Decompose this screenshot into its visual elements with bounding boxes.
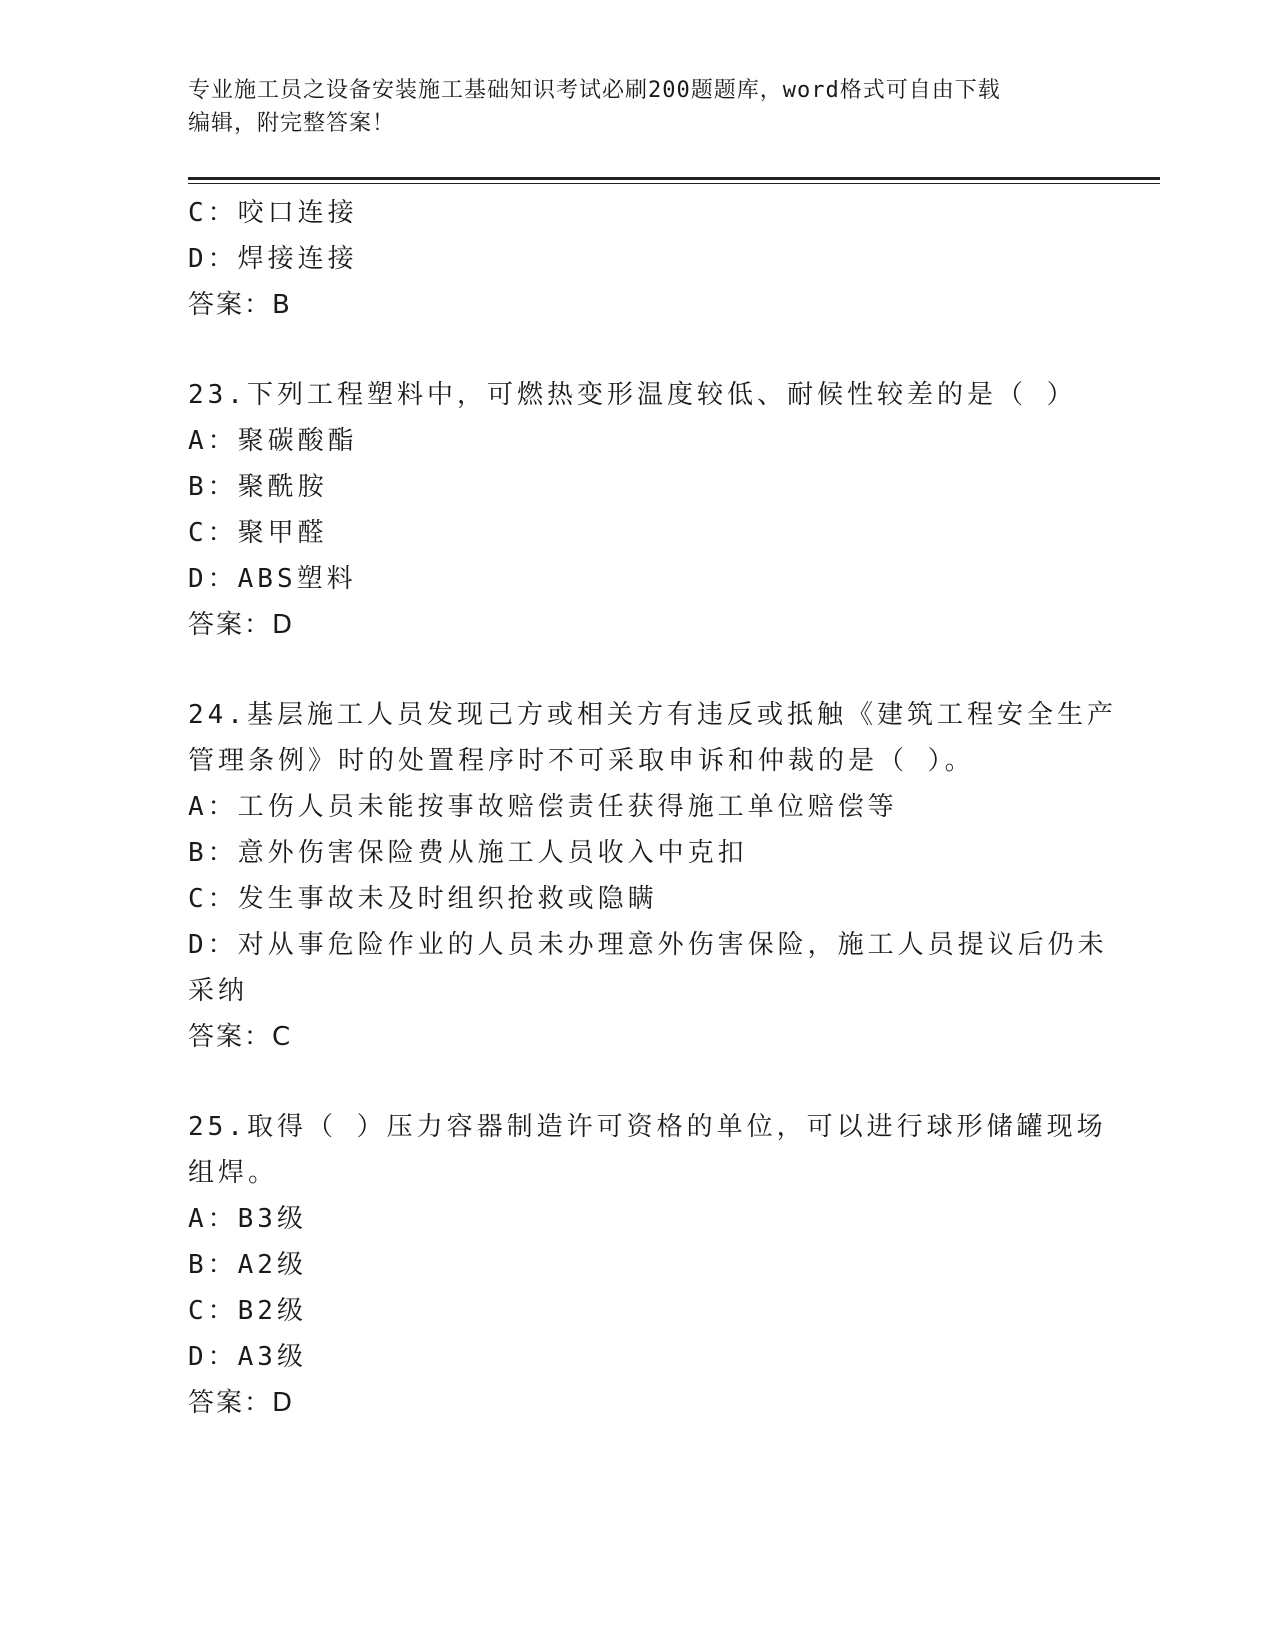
option-line: C：聚甲醛 [188, 518, 328, 548]
option-line: A：B3级 [188, 1204, 307, 1234]
answer-line: 答案：B [188, 290, 292, 320]
option-line: C：发生事故未及时组织抢救或隐瞒 [188, 884, 658, 914]
question-stem: 管理条例》时的处置程序时不可采取申诉和仲裁的是（ ）。 [188, 746, 975, 776]
question-block-24 [188, 692, 1117, 1060]
question-stem: 24.基层施工人员发现己方或相关方有违反或抵触《建筑工程安全生产 [188, 700, 1117, 730]
option-line: 采纳 [188, 976, 249, 1006]
option-line: A：聚碳酸酯 [188, 426, 358, 456]
question-stem: 23.下列工程塑料中，可燃热变形温度较低、耐候性较差的是（ ） [188, 380, 1077, 410]
option-line: D：对从事危险作业的人员未办理意外伤害保险，施工人员提议后仍未 [188, 930, 1108, 960]
answer-line: 答案：C [188, 1022, 293, 1052]
header-line: 编辑，附完整答案！ [188, 111, 396, 136]
question-block-25 [188, 1104, 1107, 1426]
question-stem: 组焊。 [188, 1158, 279, 1188]
option-line: B：意外伤害保险费从施工人员收入中克扣 [188, 838, 748, 868]
answer-line: 答案：D [188, 1388, 295, 1418]
question-block-23 [188, 372, 1088, 648]
header-rule-thin [188, 183, 1160, 184]
question-list [188, 190, 1117, 1426]
option-line: A：工伤人员未能按事故赔偿责任获得施工单位赔偿等 [188, 792, 898, 822]
option-line: D：A3级 [188, 1342, 307, 1372]
header-line: 专业施工员之设备安装施工基础知识考试必刷200题题库，word格式可自由下载 [188, 78, 1001, 103]
option-line: B：聚酰胺 [188, 472, 328, 502]
option-line: B：A2级 [188, 1250, 307, 1280]
page-header [188, 74, 1088, 140]
option-line: C：B2级 [188, 1296, 307, 1326]
header-rule-thick [188, 177, 1160, 180]
option-line: D：ABS塑料 [188, 564, 357, 594]
answer-line: 答案：D [188, 610, 295, 640]
option-line: C：咬口连接 [188, 198, 358, 228]
question-stem: 25.取得（ ）压力容器制造许可资格的单位，可以进行球形储罐现场 [188, 1112, 1107, 1142]
option-line: D：焊接连接 [188, 244, 358, 274]
question-block-previous [188, 190, 1088, 328]
